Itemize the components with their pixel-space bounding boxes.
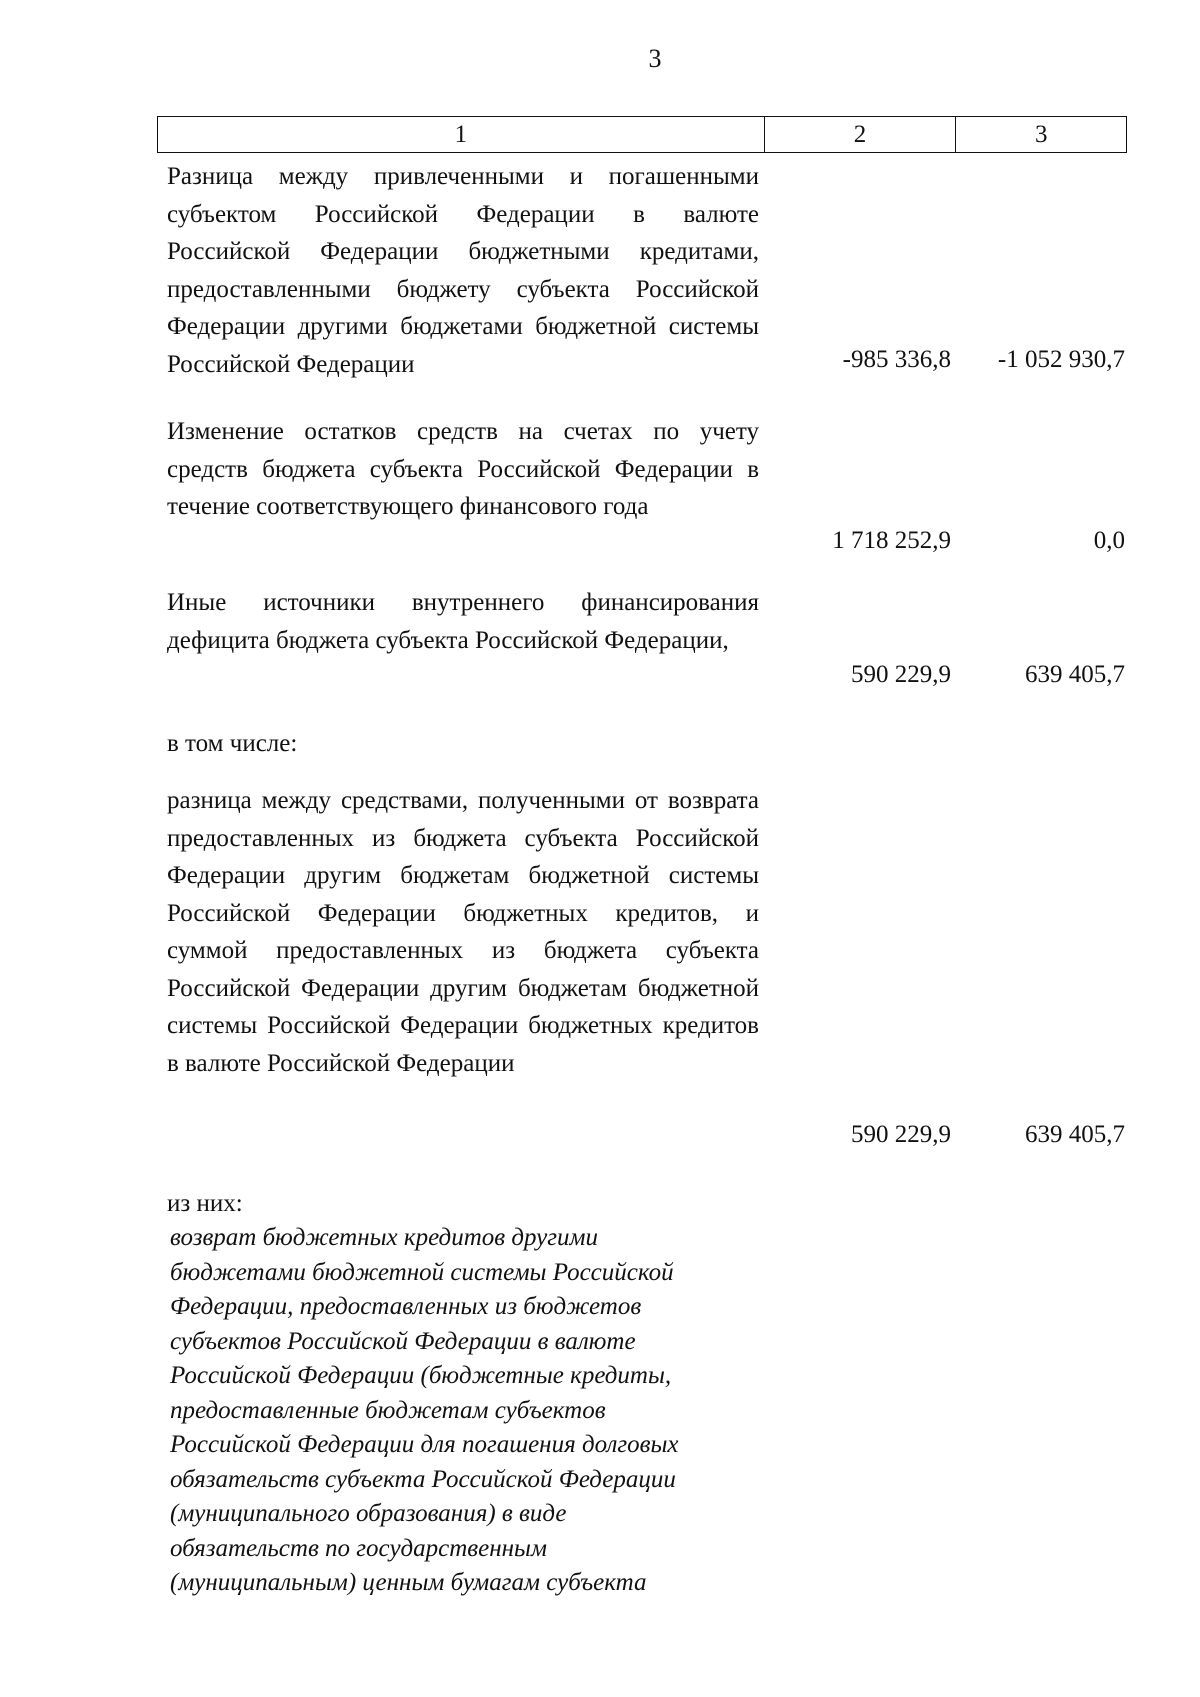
row-3-value-3: 639 405,7 — [1025, 661, 1125, 688]
italic-line: предоставленные бюджетам субъектов — [170, 1396, 606, 1424]
row-2-value-3: 0,0 — [1093, 527, 1125, 554]
row-3-value-2: 590 229,9 — [851, 661, 951, 688]
italic-line: Российской Федерации (бюджетные кредиты, — [170, 1362, 672, 1389]
header-col-3: 3 — [1034, 120, 1048, 148]
table-header-row — [157, 116, 1127, 153]
in-that-number-label: в том числе: — [167, 730, 298, 757]
row-1-description: Разница между привлеченными и погашенными субъектом Российской Федерации в валюте Российской Федерации бюджетными кредитами, предоставленными бюджету субъекта Российской Федерации другими бюджетами бюджетной системы Российской Федерации — [167, 163, 759, 378]
row-2-description: Изменение остатков средств на счетах по учету средств бюджета субъекта Российской Федерации в течение соответствующего финансового года — [167, 418, 759, 520]
italic-line: субъектов Российской Федерации в валюте — [170, 1327, 636, 1355]
row-4-value-3: 639 405,7 — [1025, 1121, 1125, 1148]
row-4-description: разница между средствами, полученными от возврата предоставленных из бюджета субъекта Российской Федерации другим бюджетам бюджетной системы Российской Федерации бюджетных кредитов, и суммой предоставленных из бюджета субъекта Российской Федерации другим бюджетам бюджетной системы Российской Федерации бюджетных кредитов в валюте Российской Федерации — [167, 787, 759, 1077]
of-them-label: из них: — [167, 1190, 243, 1217]
page-number: 3 — [648, 44, 662, 73]
row-4-value-2: 590 229,9 — [851, 1121, 951, 1148]
italic-line: возврат бюджетных кредитов другими — [170, 1224, 598, 1251]
row-3-description: Иные источники внутреннего финансирования дефицита бюджета субъекта Российской Федерации, — [167, 589, 759, 654]
italic-line: (муниципального образования) в виде — [170, 1500, 567, 1527]
row-2-value-2: 1 718 252,9 — [832, 527, 951, 554]
italic-line: Российской Федерации для погашения долговых — [170, 1431, 679, 1458]
italic-line: Федерации, предоставленных из бюджетов — [170, 1293, 642, 1320]
italic-line: бюджетами бюджетной системы Российской — [170, 1258, 674, 1286]
italic-line: обязательств по государственным — [170, 1534, 547, 1562]
italic-line: обязательств субъекта Российской Федерации — [170, 1465, 676, 1493]
header-col-1: 1 — [158, 117, 765, 152]
row-1-value-2: -985 336,8 — [842, 346, 951, 373]
italic-line: (муниципальным) ценным бумагам субъекта — [170, 1569, 647, 1596]
italic-description — [170, 1221, 780, 1601]
header-col-2: 2 — [765, 117, 957, 152]
row-1-value-3: -1 052 930,7 — [997, 346, 1125, 373]
